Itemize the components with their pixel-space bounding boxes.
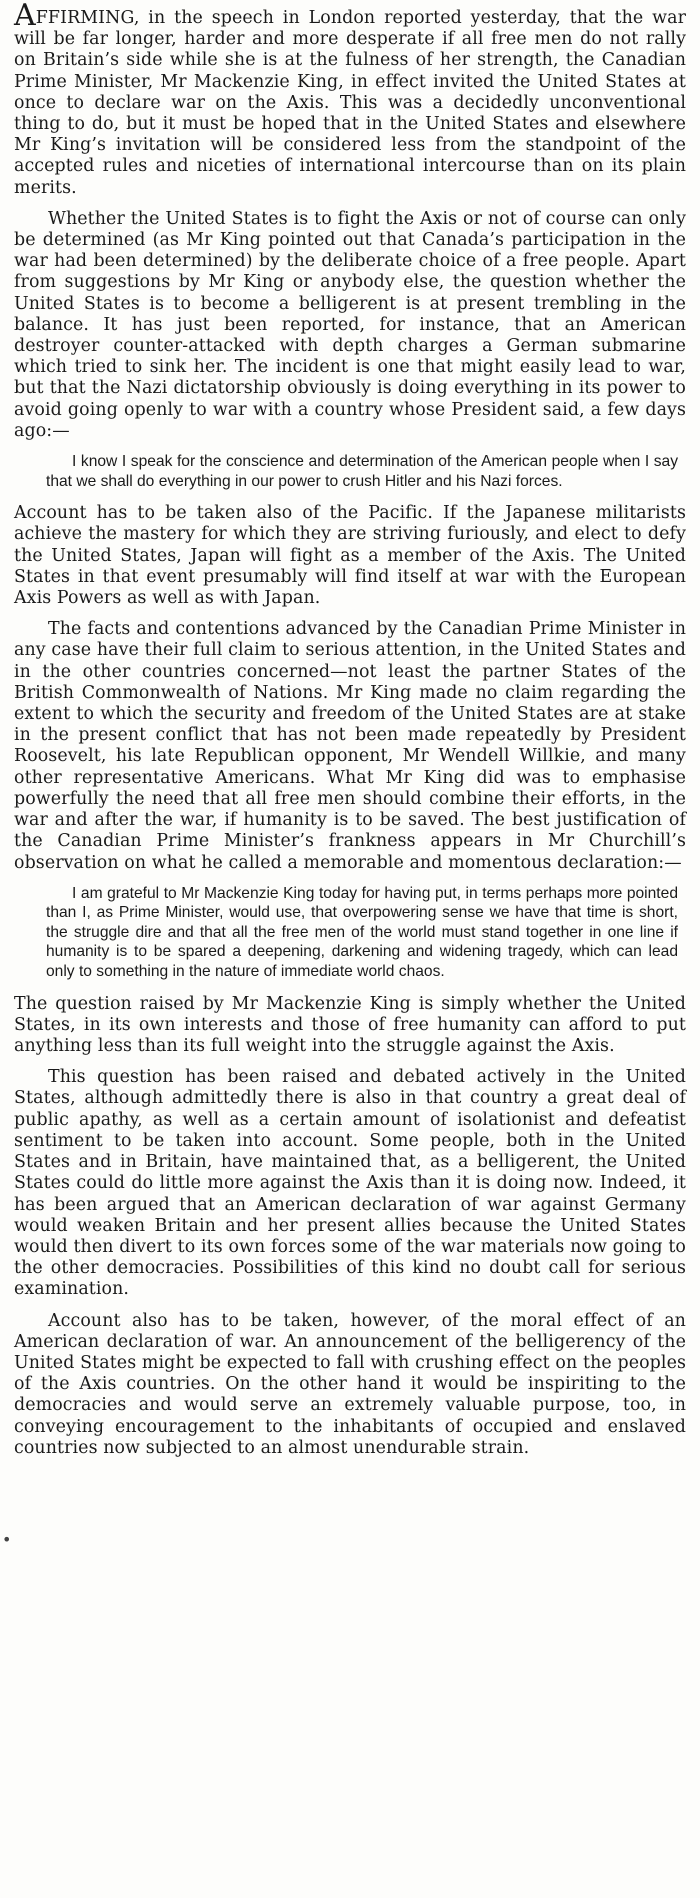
margin-mark-icon: •: [2, 1530, 12, 1549]
paragraph-2: Whether the United States is to fight the Axis or not of course can only be determined (as Mr King pointed out that Canada’s participation in the war had been determined) by the deliberate choice of a free people. Apart from suggestions by Mr King or anybody else, the question whether the United States is to become a belligerent is at present trembling in the balance. It has just been reported, for instance, that an American destroyer counter-attacked with depth charges a German submarine which tried to sink her. The incident is one that might easily lead to war, but that the Nazi dictatorship obviously is doing everything in its power to avoid going openly to war with a country whose President said, a few days ago:—: [14, 208, 686, 441]
quote-roosevelt: I know I speak for the conscience and determination of the American people when I say that we shall do everything in our power to crush Hitler and his Nazi forces.: [46, 453, 678, 490]
paragraph-6: This question has been raised and debated actively in the United States, although admittedly there is also in that country a great deal of public apathy, as well as a certain amount of isolationist and defeatist sentiment to be taken into account. Some people, both in the United States and in Britain, have maintained that, as a belligerent, the United States could do little more against the Axis than it is doing now. Indeed, it has been argued that an American declaration of war against Germany would weaken Britain and her present allies because the United States would then divert to its own forces some of the war materials now going to the other democracies. Possibilities of this kind no doubt call for serious examination.: [14, 1067, 686, 1300]
paragraph-3: Account has to be taken also of the Pacific. If the Japanese militarists achieve the mastery for which they are striving furiously, and elect to defy the United States, Japan will fight as a member of the Axis. The United States in that event presumably will find itself at war with the European Axis Powers as well as with Japan.: [14, 503, 686, 609]
lead-paragraph: [14, 0, 686, 199]
article-column: [14, 0, 686, 1469]
quote-churchill: I am grateful to Mr Mackenzie King today for having put, in terms perhaps more pointed than I, as Prime Minister, would use, that overpowering sense we have that time is short, the struggle dire and that all the free men of the world must stand together in one line if humanity is to be spared a deepening, darkening and widening tragedy, which can lead only to something in the nature of immediate world chaos.: [46, 884, 678, 981]
paragraph-4: The facts and contentions advanced by the Canadian Prime Minister in any case have their full claim to serious attention, in the United States and in the other countries concerned—not least the partner States of the British Commonwealth of Nations. Mr King made no claim regarding the extent to which the security and freedom of the United States are at stake in the present conflict that has not been made repeatedly by President Roosevelt, his late Republican opponent, Mr Wendell Willkie, and many other representative Americans. What Mr King did was to emphasise powerfully the need that all free men should combine their efforts, in the war and after the war, if humanity is to be saved. The best justification of the Canadian Prime Minister’s frankness appears in Mr Churchill’s observation on what he called a memorable and momentous declaration:—: [14, 619, 686, 873]
drop-cap: A: [14, 0, 36, 33]
paragraph-5: The question raised by Mr Mackenzie King is simply whether the United States, in its own interests and those of free humanity can afford to put anything less than its full weight into the struggle against the Axis.: [14, 993, 686, 1057]
paragraph-7: Account also has to be taken, however, of the moral effect of an American declaration of war. An announcement of the belligerency of the United States might be expected to fall with crushing effect on the peoples of the Axis countries. On the other hand it would be inspiriting to the democracies and would serve an extremely valuable purpose, too, in conveying encouragement to the inhabitants of occupied and enslaved countries now subjected to an almost unendurable strain.: [14, 1310, 686, 1458]
lead-text: FFIRMING, in the speech in London reported yesterday, that the war will be far longer, harder and more desperate if all free men do not rally on Britain’s side while she is at the fulness of her strength, the Canadian Prime Minister, Mr Mackenzie King, in effect invited the United States at once to declare war on the Axis. This was a decidedly unconventional thing to do, but it must be hoped that in the United States and elsewhere Mr King’s invitation will be considered less from the standpoint of the accepted rules and niceties of international intercourse than on its plain merits.: [14, 8, 686, 198]
